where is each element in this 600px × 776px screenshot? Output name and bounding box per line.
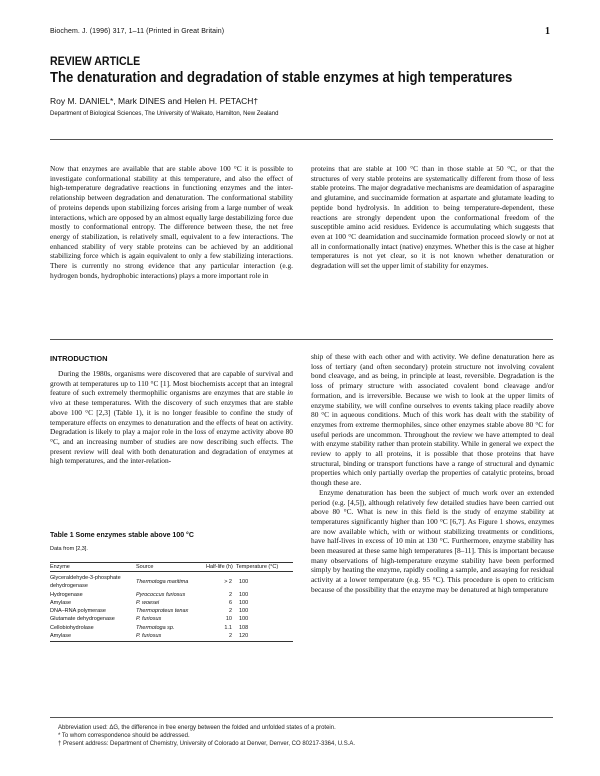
header-divider [50, 139, 553, 140]
table-row [50, 632, 293, 642]
table-header-row [50, 563, 293, 572]
cell-halflife: 2 [228, 591, 232, 598]
table-row [50, 607, 293, 615]
footnote-correspondence: * To whom correspondence should be addressed. [58, 733, 190, 740]
cell-enzyme: Glyceraldehyde-3-phosphate dehydrogenase [50, 575, 121, 590]
intro-left-column [50, 369, 293, 466]
section-heading-introduction: INTRODUCTION [50, 354, 108, 363]
cell-halflife: 2 [206, 632, 236, 642]
cell-temperature: 108 [239, 624, 249, 631]
page-number: 1 [545, 26, 550, 37]
table-row [50, 591, 293, 599]
intro-text-italic: in vivo [50, 388, 293, 408]
table-row [50, 599, 293, 607]
footnote-divider [50, 717, 553, 718]
table-row [50, 615, 293, 623]
cell-source: Thermotoga maritima [136, 579, 189, 586]
cell-enzyme: Amylase [50, 599, 72, 606]
cell-enzyme: Glutamate dehydrogenase [50, 616, 115, 623]
intro-text-1b: at these temperatures. With the discovery of such enzymes that are stable above 100 °C [2,3] (Table 1), it is no longer feasible to confine the study of temperature effects on enzymes to denaturation and the effects of heat on activity. Degradation is likely to play a major role in the loss of enzyme activity above 80 °C, and an increasing number of studies are now describing such effects. The present review will deal with both denaturation and degradation of enzymes at high temperatures, and the inter-relation- [50, 398, 293, 466]
journal-citation: Biochem. J. (1996) 317, 1–11 (Printed in Great Britain) [50, 28, 225, 35]
cell-source: Thermoproteus tenax [136, 608, 189, 615]
cell-enzyme: DNA–RNA polymerase [50, 608, 106, 615]
cell-halflife: 2 [228, 608, 232, 615]
footnote-present-address: † Present address: Department of Chemistry, University of Colorado at Denver, Denver, CO 80217-3364, U.S.A. [58, 741, 356, 748]
article-title: The denaturation and degradation of stable enzymes at high temperatures [50, 70, 513, 86]
abstract-paragraph-right: proteins that are stable at 100 °C than in those stable at 50 °C, or that the structures of very stable proteins are systematically different from those of less stable proteins. The major degradative mechanisms are deamidation of asparagine and glutamine, and succinamide formation at aspartate and glutamate leading to peptide bond hydrolysis. In addition to being temperature-dependent, these reactions are strongly dependent upon the conformational freedom of the susceptible amino acid residues. Evidence is accumulating which suggests that even at 100 °C deamidation and succinamide formation proceed slowly or not at all in conformationally intact (native) enzymes. Whether this is the case at higher temperatures is not yet clear, so it is not known whether denaturation or degradation will set the upper limit of stability for enzymes. [311, 164, 554, 271]
cell-source: Pyrococcus furiosus [136, 591, 186, 598]
col-header-enzyme: Enzyme [50, 563, 136, 572]
cell-source: P. woesei [136, 599, 160, 606]
col-header-temperature: Temperature (°C) [236, 563, 293, 572]
intro-text-1a: During the 1980s, organisms were discovered that are capable of survival and growth at temperatures up to 110 °C [1]. Most biochemists accept that an integral feature of such extremely thermophilic organisms are enzymes that are stable [50, 369, 293, 398]
intro-paragraph-1 [50, 369, 293, 466]
intro-right-column [311, 352, 554, 595]
cell-temperature: 120 [236, 632, 293, 642]
intro-paragraph-2: Enzyme denaturation has been the subject of much work over an extended period (e.g. [4,5]), although relatively few detailed studies have been carried out above 80 °C. What is new in this field is the study of enzyme stability at temperatures significantly higher than 100 °C [6,7]. As Figure 1 shows, enzymes are now available which, with or without stabilizing treatments or conditions, have half-lives in excess of 10 min at 130 °C. Furthermore, enzyme stability has been measured at these same high temperatures [8–11]. This is important because many observations of high-temperature enzyme stability have been performed simply by heating the enzyme, rapidly cooling a sample, and assaying for residual activity at a lower temperature (e.g. 95 °C). This procedure is open to criticism because of the possibility that the enzyme may be denatured at high temperature [311, 487, 554, 594]
author-list: Roy M. DANIEL*, Mark DINES and Helen H. PETACH† [50, 96, 259, 106]
intro-paragraph-continued: ship of these with each other and with activity. We define denaturation here as loss of tertiary (and often secondary) protein structure not involving covalent bond cleavage, and as being, in principle at least, reversible. Degradation is the loss of primary structure with associated covalent bond cleavage and/or formation, and is irreversible. Because we wish to look at the upper limits of enzyme stability, we will confine ourselves to events taking place readily above 80 °C in aqueous conditions. Much of this work has dealt with the stability of enzymes from extreme thermophiles, since other enzymes stable above 80 °C for useful periods are uncommon. Throughout the review we have attempted to deal with enzyme stability rather than protein stability. While in general we expect the review to apply to all proteins, it is possible that those proteins that have structural, binding or transport functions have a range of structural and dynamic properties which only partially overlap the properties of catalytic proteins, broad though these are. [311, 352, 554, 488]
cell-source: P. furiosus [136, 616, 162, 623]
abstract-paragraph-left: Now that enzymes are available that are stable above 100 °C it is possible to investigate conformational stability at this temperature, and also the effect of high-temperature degradative reactions in functioning enzymes and the inter-relationship between degradation and denaturation. The conformational stability of proteins depends upon stabilizing forces arising from a large number of weak interactions, which are opposed by an almost equally large destabilizing force due mostly to conformational entropy. The difference between these, the net free energy of stabilization, is relatively small, equivalent to a few interactions. The enhanced stability of very stable proteins can be achieved by an additional stabilizing force which is again equivalent to only a few stabilizing interactions. There is currently no strong evidence that any particular interaction (e.g. hydrogen bonds, hydrophobic interactions) plays a more important role in [50, 164, 293, 280]
cell-enzyme: Hydrogenase [50, 591, 83, 598]
cell-source: Thermotoga sp. [136, 624, 175, 631]
abstract-right-column [311, 164, 554, 271]
cell-temperature: 100 [239, 616, 249, 623]
cell-halflife: 10 [225, 616, 232, 623]
cell-enzyme: Cellobiohydrolase [50, 624, 94, 631]
cell-temperature: 100 [239, 608, 249, 615]
footnote-abbreviation: Abbreviation used: ΔG, the difference in free energy between the folded and unfolded states of a protein. [58, 725, 336, 731]
cell-temperature: 100 [239, 599, 249, 606]
footnotes [50, 724, 355, 749]
table-row [50, 624, 293, 632]
col-header-source: Source [136, 563, 206, 572]
cell-source: P. furiosus [136, 632, 206, 642]
enzyme-table [50, 562, 293, 642]
table-title: Table 1 Some enzymes stable above 100 °C [50, 532, 194, 539]
cell-halflife: 1.1 [224, 624, 232, 631]
cell-halflife: 6 [228, 599, 232, 606]
table-row [50, 572, 293, 591]
cell-temperature: 100 [239, 579, 249, 586]
col-header-halflife: Half-life (h) [206, 563, 236, 572]
cell-halflife: > 2 [224, 579, 232, 586]
abstract-left-column [50, 164, 293, 280]
cell-enzyme: Amylase [50, 632, 136, 642]
abstract-divider [50, 339, 553, 340]
affiliation: Department of Biological Sciences, The University of Waikato, Hamilton, New Zealand [50, 111, 279, 117]
article-type: REVIEW ARTICLE [50, 56, 141, 68]
cell-temperature: 100 [239, 591, 249, 598]
table-note: Data from [2,3]. [50, 546, 88, 552]
